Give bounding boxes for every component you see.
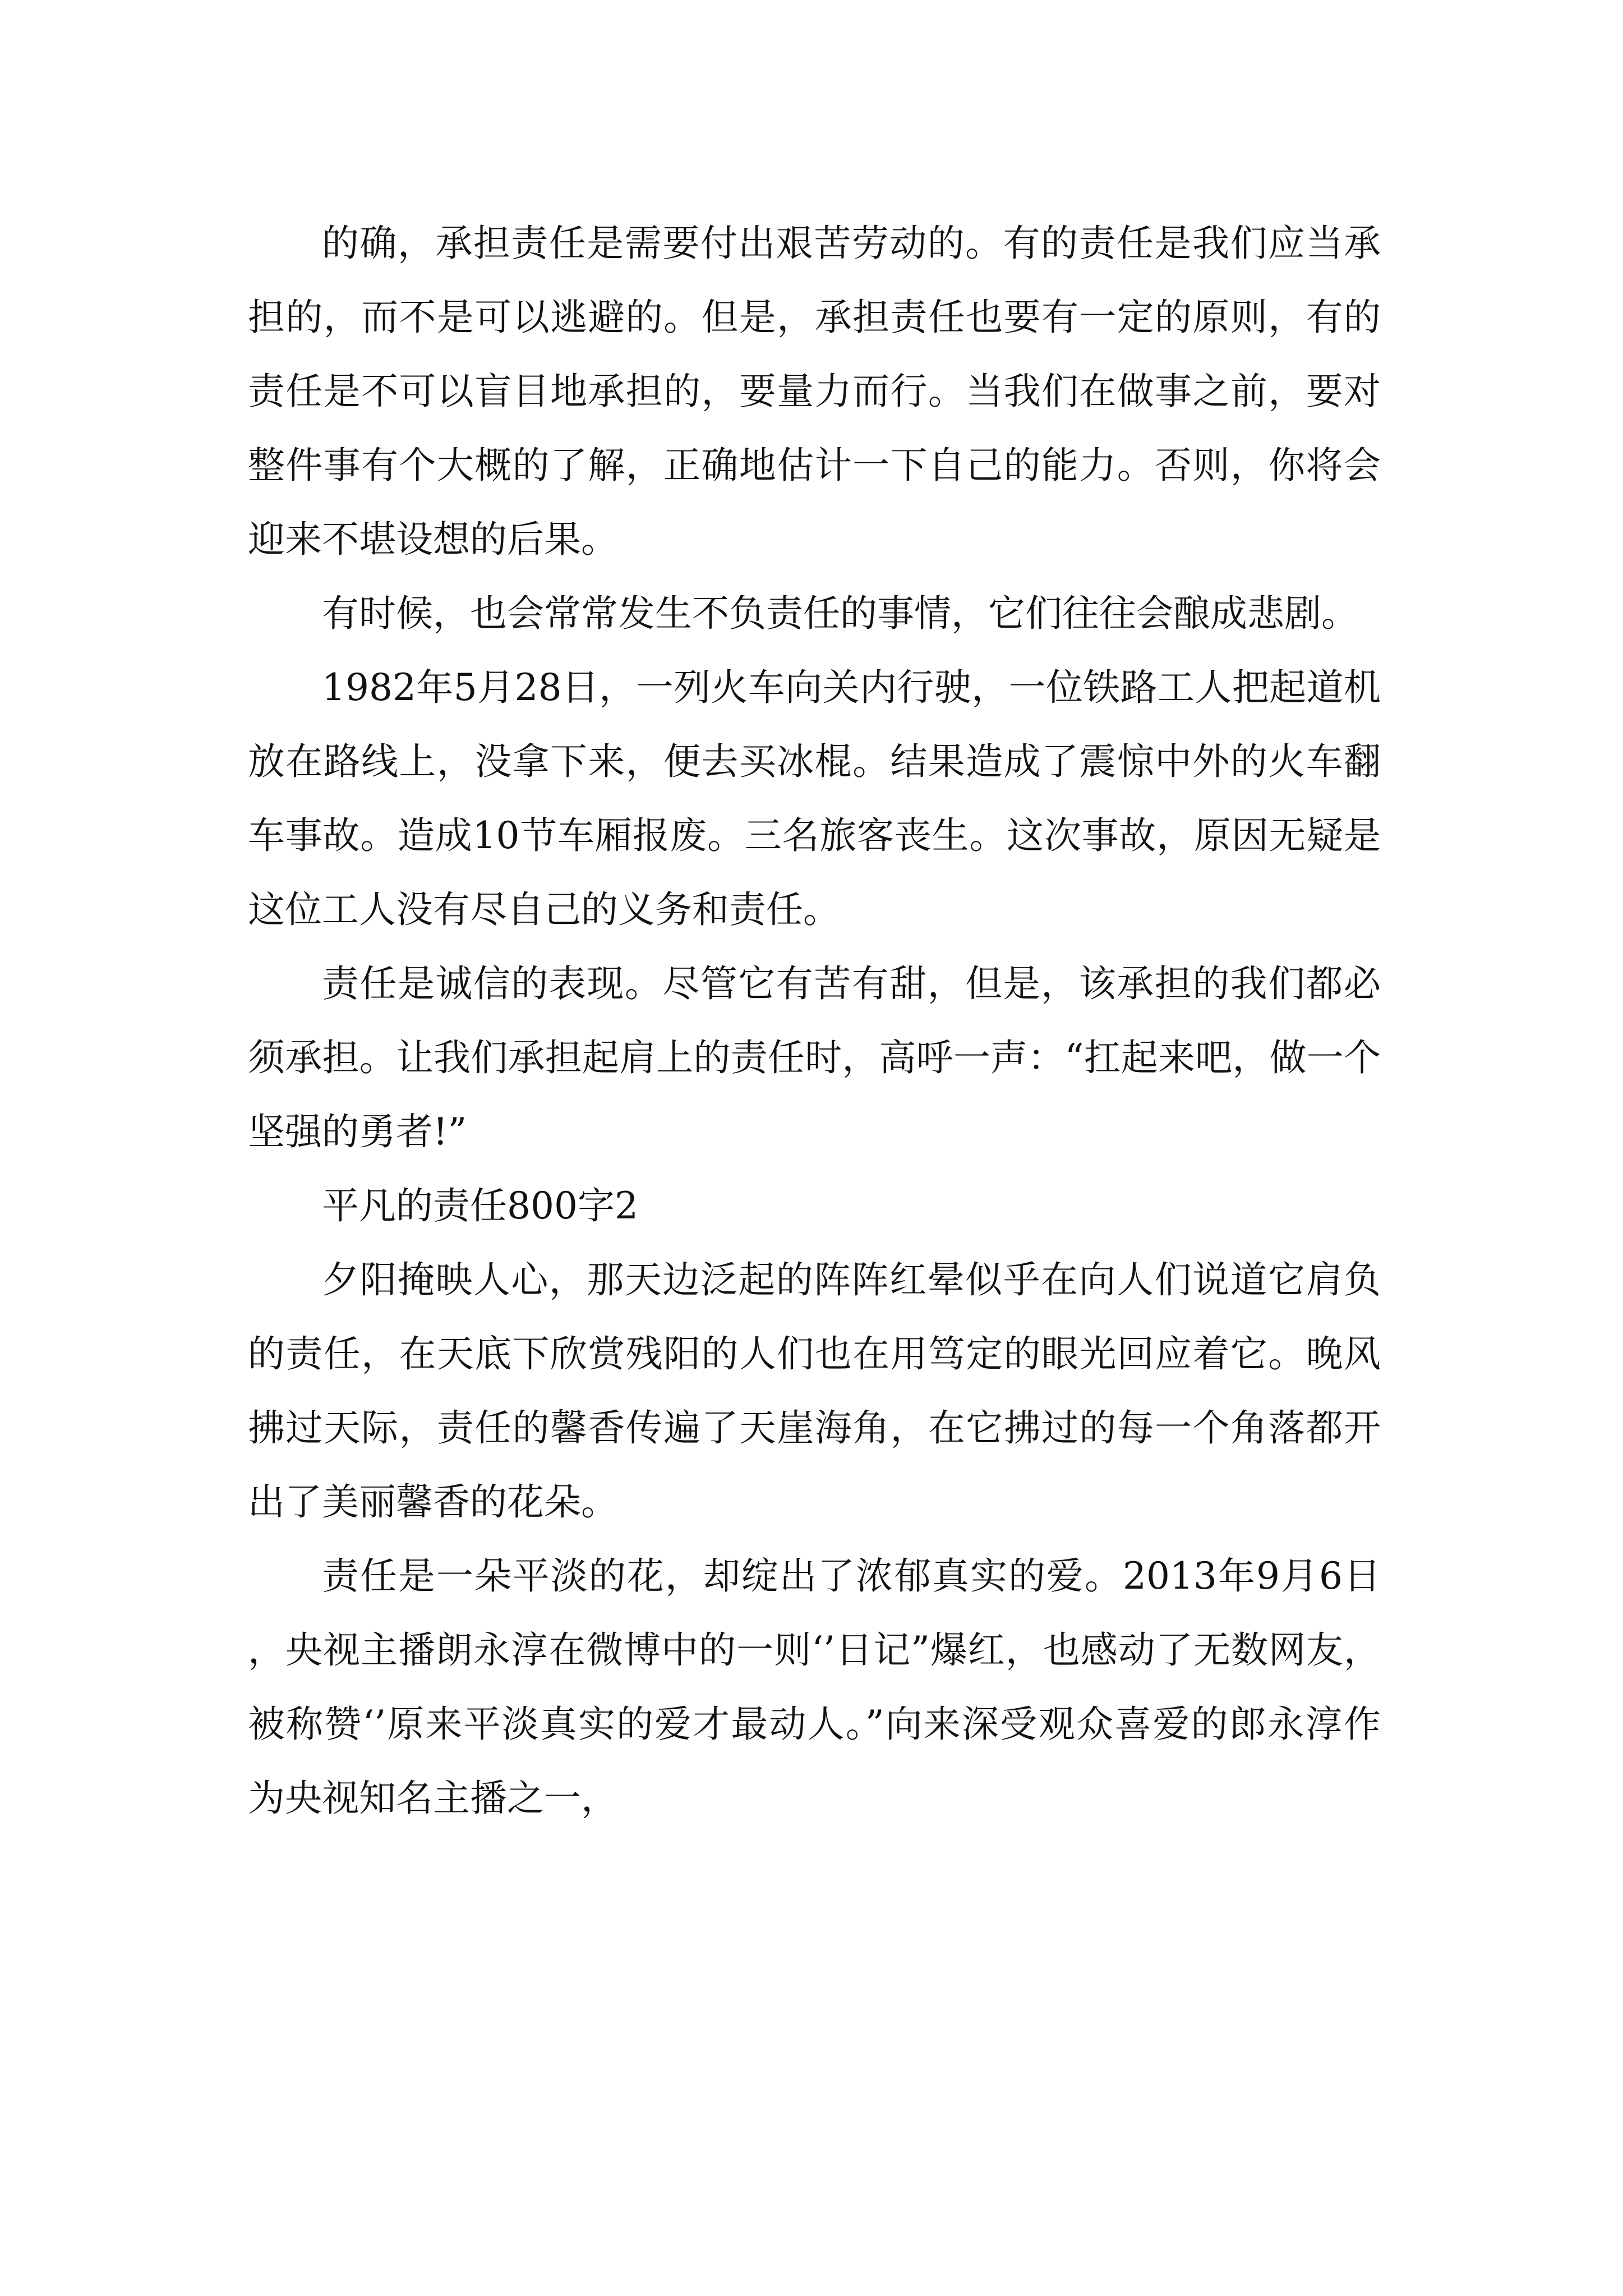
section-heading: 平凡的责任800字2 [322, 1184, 638, 1227]
paragraph-5: 夕阳掩映人心，那天边泛起的阵阵红晕似乎在向人们说道它肩负的责任，在天底下欣赏残阳的人们也在用笃定的眼光回应着它。晚风拂过天际，责任的馨香传遍了天崖海角，在它拂过的每一个角落都开出了美丽馨香的花朵。 [248, 1258, 1381, 1524]
paragraph-3: 1982年5月28日，一列火车向关内行驶，一位铁路工人把起道机放在路线上，没拿下来，便去买冰棍。结果造成了震惊中外的火车翻车事故。造成10节车厢报废。三名旅客丧生。这次事故，原因无疑是这位工人没有尽自己的义务和责任。 [248, 666, 1381, 931]
document-body [248, 206, 1381, 1835]
paragraph-1: 的确，承担责任是需要付出艰苦劳动的。有的责任是我们应当承担的，而不是可以逃避的。但是，承担责任也要有一定的原则，有的责任是不可以盲目地承担的，要量力而行。当我们在做事之前，要对整件事有个大概的了解，正确地估计一下自己的能力。否则，你将会迎来不堪设想的后果。 [248, 222, 1381, 561]
paragraph-2: 有时候，也会常常发生不负责任的事情，它们往往会酿成悲剧。 [322, 592, 1358, 635]
paragraph-4: 责任是诚信的表现。尽管它有苦有甜，但是，该承担的我们都必须承担。让我们承担起肩上的责任时，高呼一声：“扛起来吧，做一个坚强的勇者!” [248, 962, 1381, 1153]
paragraph-6: 责任是一朵平淡的花，却绽出了浓郁真实的爱。2013年9月6日，央视主播朗永淳在微博中的一则‘’日记”爆红，也感动了无数网友，被称赞‘’原来平淡真实的爱才最动人。”向来深受观众喜爱的郎永淳作为央视知名主播之一， [248, 1554, 1381, 1820]
